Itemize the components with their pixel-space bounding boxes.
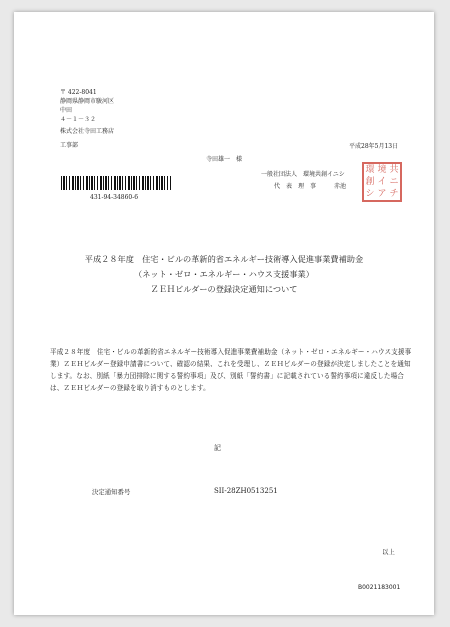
seal-char: チ <box>389 189 399 199</box>
official-seal-stamp <box>362 162 402 202</box>
seal-char: ニ <box>389 177 399 187</box>
issue-date: 平成28年5月13日 <box>349 143 399 150</box>
decision-number-label: 決定通知番号 <box>92 488 131 496</box>
ki-heading: 記 <box>214 444 221 452</box>
seal-char: 創 <box>365 177 375 187</box>
seal-char: 境 <box>377 165 387 175</box>
address-line-3: ４－１－３２ <box>60 116 97 123</box>
notice-body-text: 平成２８年度 住宅・ビルの革新的省エネルギー技術導入促進事業費補助金（ネット・ゼロ・エネルギー・ハウス支援事業）ＺＥＨビルダー登録申請書について、確認の結果、これを受理し、ＺＥＨビルダーの登録が決定しましたことを通知します。なお、別紙「暴力団排除に関する誓約事項」及び、別紙「誓約書」に記載されている誓約事項に違反した場合は、ＺＥＨビルダーの登録を取り消すものとします。 <box>50 348 412 392</box>
seal-char: 環 <box>365 165 375 175</box>
document-title-line-3: ＺＥＨビルダーの登録決定通知について <box>150 284 298 294</box>
seal-char: イ <box>377 177 387 187</box>
postal-code: 〒 422-8041 <box>60 89 97 96</box>
document-number: B0021183001 <box>358 584 401 591</box>
sender-organization: 一般社団法人 環境共創イニシ <box>261 171 345 178</box>
document-title-line-2: （ネット・ゼロ・エネルギー・ハウス支援事業） <box>134 269 314 279</box>
recipient-person: 寺田雄一 様 <box>206 156 243 163</box>
seal-char: ア <box>377 189 387 199</box>
address-line-2: 中田 <box>60 107 73 114</box>
barcode-number: 431-94-34860-6 <box>90 194 139 201</box>
closing-text: 以上 <box>382 548 395 556</box>
sender-representative: 代 表 理 事 赤池 <box>274 183 347 190</box>
seal-char: 共 <box>389 165 399 175</box>
barcode <box>61 176 171 190</box>
decision-number-value: SII-28ZH0513251 <box>214 487 278 495</box>
recipient-department: 工事部 <box>60 142 79 149</box>
document-title-line-1: 平成２８年度 住宅・ビルの革新的省エネルギー技術導入促進事業費補助金 <box>84 254 364 264</box>
document-page <box>14 12 434 615</box>
recipient-company: 株式会社寺田工務店 <box>60 128 115 135</box>
seal-char: シ <box>365 189 375 199</box>
address-line-1: 静岡県静岡市駿河区 <box>60 98 115 105</box>
